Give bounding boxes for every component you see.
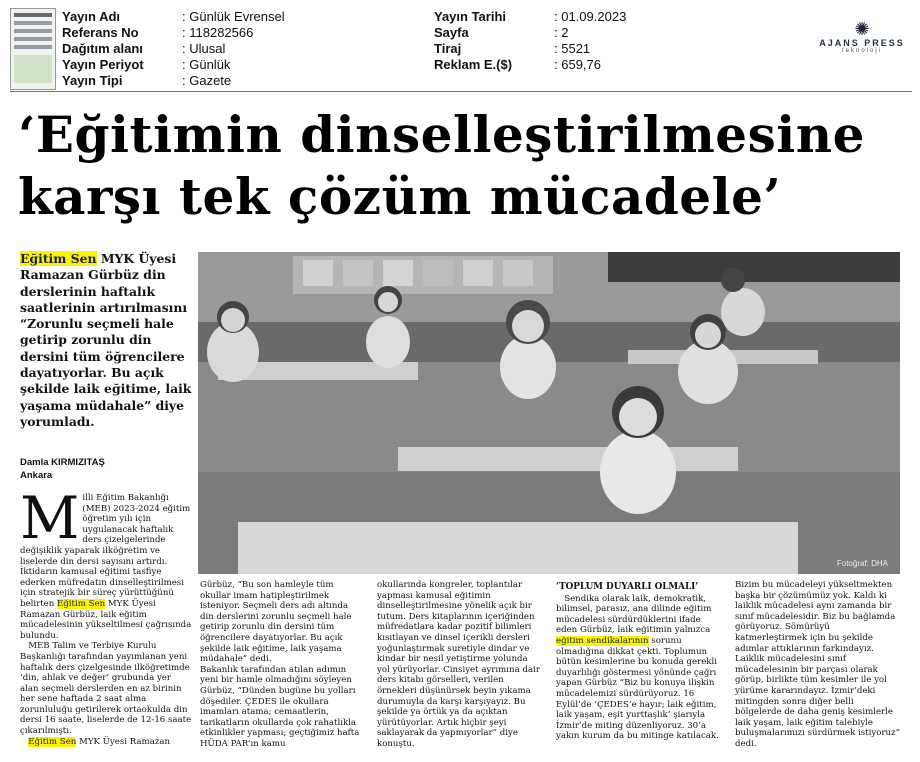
byline (20, 456, 192, 482)
photo-credit: Fotoğraf: DHA (836, 559, 888, 568)
highlighted-org: Eğitim Sen (20, 251, 97, 266)
section-subhead: ‘TOPLUM DUYARLI OLMALI’ (556, 582, 699, 592)
meta-label: Referans No (62, 25, 139, 40)
article-column-5: Bizim bu mücadeleyi yükseltmekten başka bir çözümümüz yok. Kaldı ki laiklik mücadelesi aynı zamanda bir sınıf mücadelesidir. Biz bu bağlamda görüyoruz. Sömürüyü katmerleştirmek için bu şekilde adımlar attıklarının farkındayız. Laiklik mücadelesini sınıf mücadelesinin bir parçası olarak görüp, birlikte tüm kesimler ile yol yürüme kararındayız. İzmir’deki mitingden sonra diğer belli bölgelerde de daha geniş kesimlerle laik yaşam, laik eğitim talebiyle buluşmalarımızı sürdürmek istiyoruz” dedi. (735, 580, 900, 749)
meta-label: Dağıtım alanı (62, 41, 143, 56)
article-column-3: okullarında kongreler, toplantılar yapması kamusal eğitimin dinselleştirilmesine yönelik açık bir tutum. Ders kitaplarının içeriğinden müfredatlara kadar pozitif bilimleri kısıtlayan ve dinsel içerikli dersleri yoğunlaştırmak suretiyle dindar ve kindar bir nesil yetiştirme yolunda yol yürüyorlar. Cinsiyet ayrımına dair ders kitabı görselleri, verilen örnekleri düşünürsek beyin yıkama durumuyla da karşı karşıyayız. Bu şekilde ya örtük ya da açıktan yürütüyorlar. Artık hiçbir şeyi saklayarak da yapmıyorlar” diye konuştu. (377, 580, 540, 749)
highlighted-org: eğitim sendikalarının (556, 635, 649, 646)
meta-value: Günlük (189, 57, 231, 72)
meta-value: 5521 (561, 41, 591, 56)
article-column-4 (556, 582, 722, 760)
lead-text: MYK Üyesi Ramazan Gürbüz din derslerinin haftalık saatlerinin artırılmasını “Zorunlu seçmeli hale getirip zorunlu din dersini tüm öğrencilere dayatıyorlar. Bu açık şekilde laik eğitime, laik yaşama müdahale” diye yorumladı. (20, 251, 192, 429)
meta-value: 659,76 (561, 57, 601, 72)
meta-label: Yayın Adı (62, 9, 121, 24)
column-text: MEB Talim ve Terbiye Kurulu Başkanlığı tarafından yayımlanan yeni haftalık ders çizelgesinde ilköğretimde ‘din, ahlak ve değer’ grubunda yer alan seçmeli derslerden en az birinin her sene haftada 2 saat alma zorunluluğu getirilerek ortaokulda din dersi 16 saate, liselerde de 12-16 saate çıkarılmıştı. (20, 641, 192, 737)
column-text: Sendika olarak laik, demokratik, bilimsel, parasız, ana dilinde eğitim mücadelesi sürdürdüklerini ifade eden Gürbüz, laik eğitimin yalnızca (556, 593, 712, 636)
article-column-2: Gürbüz, “Bu son hamleyle tüm okullar imam hatipleştirilmek isteniyor. Seçmeli ders adı altında din derslerini zorunlu seçmeli hale getirip zorunlu din dersini tüm öğrencilere dayatıyorlar. Bu açık şekilde laik eğitime, laik yaşama müdahale” dedi. Bakanlık tarafından atılan adımın yeni bir hamle olmadığını söyleyen Gürbüz, “Dünden bugüne bu yolları döşediler. ÇEDES ile okullara imamları atama; cemaatlerin, tarikatların okullarda çok rahatlıkla etkinlikler yapması; geçtiğimiz hafta HÜDA PAR’ın kamu (200, 580, 360, 749)
byline-author: Damla KIRMIZITAŞ (20, 457, 105, 468)
meta-value: 01.09.2023 (561, 9, 627, 24)
page-thumbnail (10, 8, 56, 90)
logo-tagline: teknoloji (841, 48, 882, 54)
column-text: MYK Üyesi Ramazan (76, 736, 171, 747)
article-column-1 (20, 493, 192, 761)
ajans-press-logo (812, 20, 912, 60)
meta-left: Yayın Adı : Günlük Evrensel Referans No : 118282566 Dağıtım alanı : Ulusal Yayın Periyot : Günlük Yayın Tipi : Gazete (62, 9, 285, 88)
byline-city: Ankara (20, 470, 53, 481)
lead-paragraph (20, 251, 192, 430)
drop-cap: M (20, 493, 80, 552)
meta-value: Günlük Evrensel (189, 9, 285, 24)
meta-value: Ulusal (189, 41, 226, 56)
meta-label: Tiraj (434, 41, 462, 56)
meta-value: Gazete (189, 73, 232, 88)
headline (18, 104, 910, 228)
logo-name: AJANS PRESS (819, 38, 905, 48)
meta-label: Reklam E.($) (434, 57, 513, 72)
column-text: illi Eğitim Bakanlığı (MEB) 2023-2024 eğitim öğretim yılı için uygulanacak haftalık ders çizelgelerinde değişiklik yaparak ilköğretim ve liselerde din dersi sayısını artırdı. İktidarın kamusal eğitimi tasfiye ederken müfredatın dinselleştirilmesi için stratejik bir süreç yürüttüğünü belirten (20, 493, 191, 609)
meta-label: Yayın Tipi (62, 73, 123, 88)
highlighted-org: Eğitim Sen (28, 736, 77, 747)
headline-line-2: karşı tek çözüm mücadele’ (18, 167, 782, 226)
column-text: sorunu olmadığına dikkat çekti. Toplumun bütün kesimlerine bu konuda gerekli duyarlılığı göstermesi yönünde çağrı yapan Gürbüz “Biz bu konuya ilişkin mücadelemizi sürdürüyoruz. 16 Eylül’de ‘ÇEDES’e hayır; laik eğitim, laik yaşam, eşit yurttaşlık’ şiarıyla İzmir’de miting düzenliyoruz. 30’a yakın kurum da bu mitinge katılacak. (556, 635, 719, 742)
headline-line-1: ‘Eğitimin dinselleştirilmesine (18, 105, 865, 164)
compass-icon: ✺ (854, 19, 870, 39)
meta-label: Yayın Periyot (62, 57, 144, 72)
column-text: MYK Üyesi Ramazan Gürbüz, laik eğitim mücadelesinin yükseltilmesi çağrısında bulundu. (20, 598, 192, 641)
classroom-photo (198, 252, 900, 574)
meta-label: Yayın Tarihi (434, 9, 507, 24)
highlighted-org: Eğitim Sen (57, 598, 106, 609)
meta-right: Yayın Tarihi : 01.09.2023 Sayfa : 2 Tiraj : 5521 Reklam E.($) : 659,76 (434, 9, 627, 72)
meta-label: Sayfa (434, 25, 469, 40)
header-divider (10, 91, 912, 92)
meta-value: 118282566 (189, 25, 254, 40)
meta-value: 2 (561, 25, 569, 40)
classroom-illustration (198, 252, 900, 574)
